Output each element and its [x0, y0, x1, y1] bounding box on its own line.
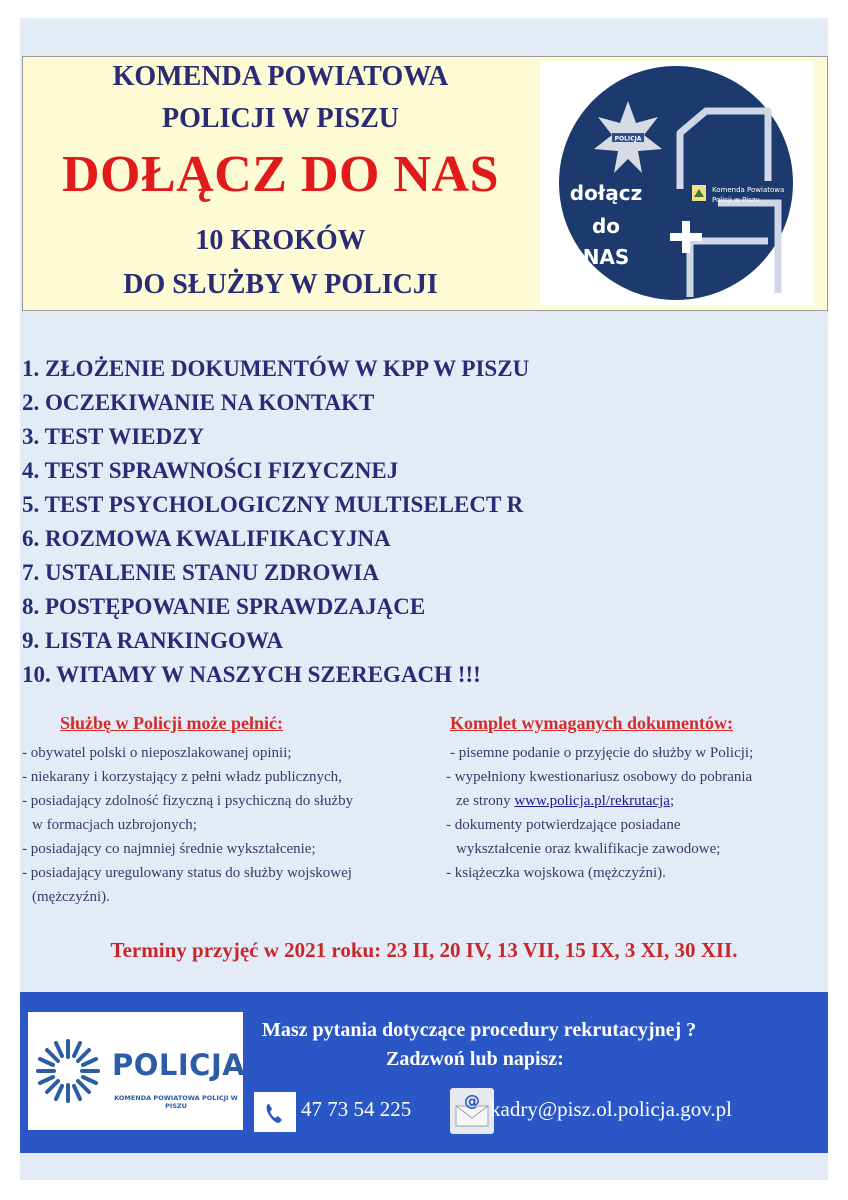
recruitment-link[interactable]: www.policja.pl/rekrutacja	[514, 793, 670, 809]
documents-list	[446, 741, 753, 885]
police-brand-subtitle: KOMENDA POWIATOWA POLICJI W PISZU	[114, 1094, 238, 1110]
eligibility-line: - obywatel polski o nieposzlakowanej opinii;	[22, 745, 292, 761]
documents-line: - pisemne podanie o przyjęcie do służby w Policji;	[450, 745, 754, 761]
email-address[interactable]: kadry@pisz.ol.policja.gov.pl	[490, 1097, 732, 1121]
police-logo	[28, 1012, 246, 1130]
contact-question: Masz pytania dotyczące procedury rekrutacyjnej ?	[262, 1019, 697, 1041]
documents-line-prefix: ze strony	[456, 793, 515, 809]
documents-title: Komplet wymaganych dokumentów:	[450, 713, 734, 733]
police-brand-text: POLICJA	[112, 1048, 246, 1082]
join-us-logo	[540, 61, 814, 305]
header-line-1: KOMENDA POWIATOWA	[112, 61, 449, 92]
step-item: 1. ZŁOŻENIE DOKUMENTÓW W KPP W PISZU	[22, 356, 530, 381]
steps-list	[22, 352, 529, 692]
step-item: 4. TEST SPRAWNOŚCI FIZYCZNEJ	[22, 458, 399, 483]
contact-call-to-action: Zadzwoń lub napisz:	[386, 1048, 564, 1070]
documents-line: - książeczka wojskowa (mężczyźni).	[446, 865, 666, 881]
header-line-4: DO SŁUŻBY W POLICJI	[123, 269, 438, 300]
admission-dates: Terminy przyjęć w 2021 roku: 23 II, 20 IV, 13 VII, 15 IX, 3 XI, 30 XII.	[110, 938, 738, 962]
eligibility-line: - posiadający co najmniej średnie wykształcenie;	[22, 841, 316, 857]
eligibility-line: - posiadający zdolność fizyczną i psychiczną do służby	[22, 793, 354, 809]
documents-line: - dokumenty potwierdzające posiadane	[446, 817, 681, 833]
step-item: 9. LISTA RANKINGOWA	[22, 628, 283, 653]
headline: DOŁĄCZ DO NAS	[62, 146, 499, 203]
documents-line: wykształcenie oraz kwalifikacje zawodowe;	[456, 841, 721, 857]
envelope-at-icon	[450, 1088, 494, 1134]
eligibility-line: - niekarany i korzystający z pełni władz publicznych,	[22, 769, 342, 785]
header-line-3: 10 KROKÓW	[195, 225, 366, 256]
logo-org-line-2: Policji w Piszu	[712, 196, 760, 204]
step-item: 6. ROZMOWA KWALIFIKACYJNA	[22, 526, 391, 551]
logo-org-line-1: Komenda Powiatowa	[712, 186, 785, 194]
logo-word-1: dołącz	[569, 181, 643, 205]
logo-word-2: do	[591, 214, 621, 238]
contact-footer	[20, 992, 828, 1153]
step-item: 5. TEST PSYCHOLOGICZNY MULTISELECT R	[22, 492, 524, 517]
phone-icon	[254, 1092, 296, 1132]
eligibility-line: (mężczyźni).	[32, 889, 110, 905]
step-item: 8. POSTĘPOWANIE SPRAWDZAJĄCE	[22, 594, 426, 619]
documents-line-suffix: ;	[669, 793, 675, 809]
svg-text:@: @	[464, 1091, 480, 1110]
step-item: 7. USTALENIE STANU ZDROWIA	[22, 560, 379, 585]
join-us-logo-graphic	[540, 61, 814, 305]
eligibility-line: - posiadający uregulowany status do służby wojskowej	[22, 865, 352, 881]
eligibility-title: Służbę w Policji może pełnić:	[60, 713, 283, 733]
documents-line: - wypełniony kwestionariusz osobowy do pobrania	[446, 769, 753, 785]
header-line-2: POLICJI W PISZU	[161, 103, 400, 134]
eligibility-list	[22, 741, 353, 909]
step-item: 2. OCZEKIWANIE NA KONTAKT	[22, 390, 375, 415]
logo-word-3: NAS	[582, 245, 630, 269]
eligibility-line: w formacjach uzbrojonych;	[32, 817, 197, 833]
phone-number[interactable]: 47 73 54 225	[301, 1097, 412, 1121]
badge-text: POLICJA	[614, 135, 642, 143]
step-item: 3. TEST WIEDZY	[22, 424, 205, 449]
step-item: 10. WITAMY W NASZYCH SZEREGACH !!!	[22, 662, 481, 687]
documents-line-with-link	[446, 789, 753, 813]
header-box	[22, 56, 828, 311]
coat-of-arms-icon	[692, 185, 706, 201]
